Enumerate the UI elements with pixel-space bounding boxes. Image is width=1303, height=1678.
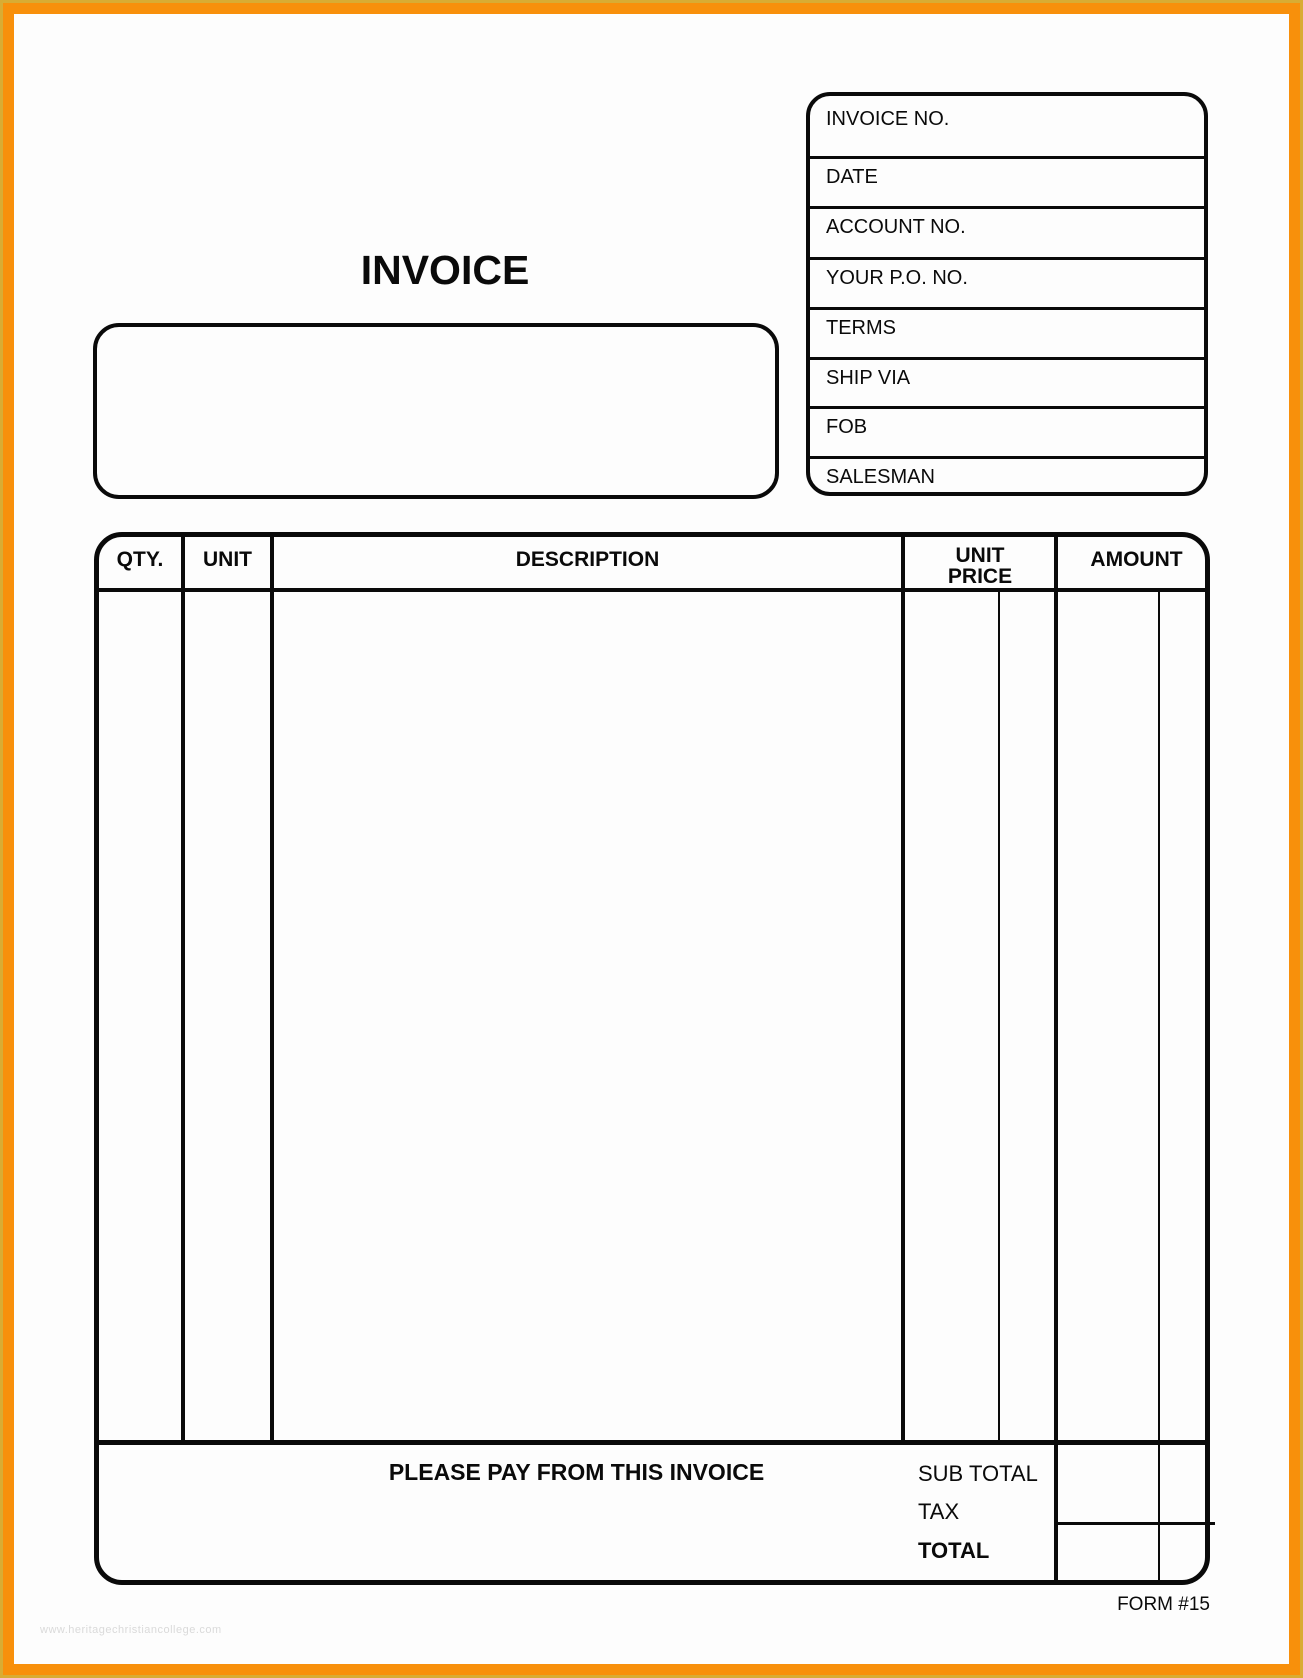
unit-price-column-header: UNIT PRICE xyxy=(947,544,1013,588)
date-label: DATE xyxy=(826,166,878,188)
line-items-table xyxy=(94,532,1210,1585)
subtotal-tax-amount-cell[interactable] xyxy=(1058,1445,1215,1522)
tax-label: TAX xyxy=(918,1499,960,1524)
body-bottom-rule xyxy=(99,1440,1205,1445)
page-title: INVOICE xyxy=(360,247,530,293)
terms-label: TERMS xyxy=(826,317,896,339)
account-no-field[interactable] xyxy=(970,209,1204,257)
amount-column-body[interactable] xyxy=(1058,592,1215,1440)
unit-column-header: UNIT xyxy=(203,548,252,571)
terms-field[interactable] xyxy=(910,310,1204,357)
bill-to-address-box[interactable] xyxy=(93,323,779,499)
invoice-info-panel xyxy=(806,92,1208,496)
ship-via-label: SHIP VIA xyxy=(826,367,911,389)
qty-column-header: QTY. xyxy=(116,548,164,571)
description-column-header: DESCRIPTION xyxy=(515,548,660,571)
form-number: FORM #15 xyxy=(1117,1594,1210,1615)
salesman-field[interactable] xyxy=(945,459,1204,492)
description-column-body[interactable] xyxy=(274,592,901,1440)
pay-note: PLEASE PAY FROM THIS INVOICE xyxy=(388,1459,765,1485)
salesman-label: SALESMAN xyxy=(826,466,935,488)
invoice-no-field[interactable] xyxy=(950,96,1204,156)
your-po-no-field[interactable] xyxy=(985,260,1204,307)
qty-column-body[interactable] xyxy=(99,592,181,1440)
date-field[interactable] xyxy=(885,159,1204,206)
your-po-no-label: YOUR P.O. NO. xyxy=(826,267,968,289)
unit-column-body[interactable] xyxy=(185,592,270,1440)
watermark: www.heritagechristiancollege.com xyxy=(40,1624,222,1636)
sub-total-label: SUB TOTAL xyxy=(918,1461,1038,1486)
ship-via-field[interactable] xyxy=(925,360,1204,406)
amount-column-header: AMOUNT xyxy=(1090,548,1183,571)
invoice-no-label: INVOICE NO. xyxy=(826,108,950,130)
unit-price-column-body[interactable] xyxy=(905,592,1054,1440)
total-label: TOTAL xyxy=(918,1538,990,1563)
fob-label: FOB xyxy=(826,416,868,438)
account-no-label: ACCOUNT NO. xyxy=(826,216,966,238)
total-amount-cell[interactable] xyxy=(1058,1525,1215,1585)
fob-field[interactable] xyxy=(880,409,1204,456)
